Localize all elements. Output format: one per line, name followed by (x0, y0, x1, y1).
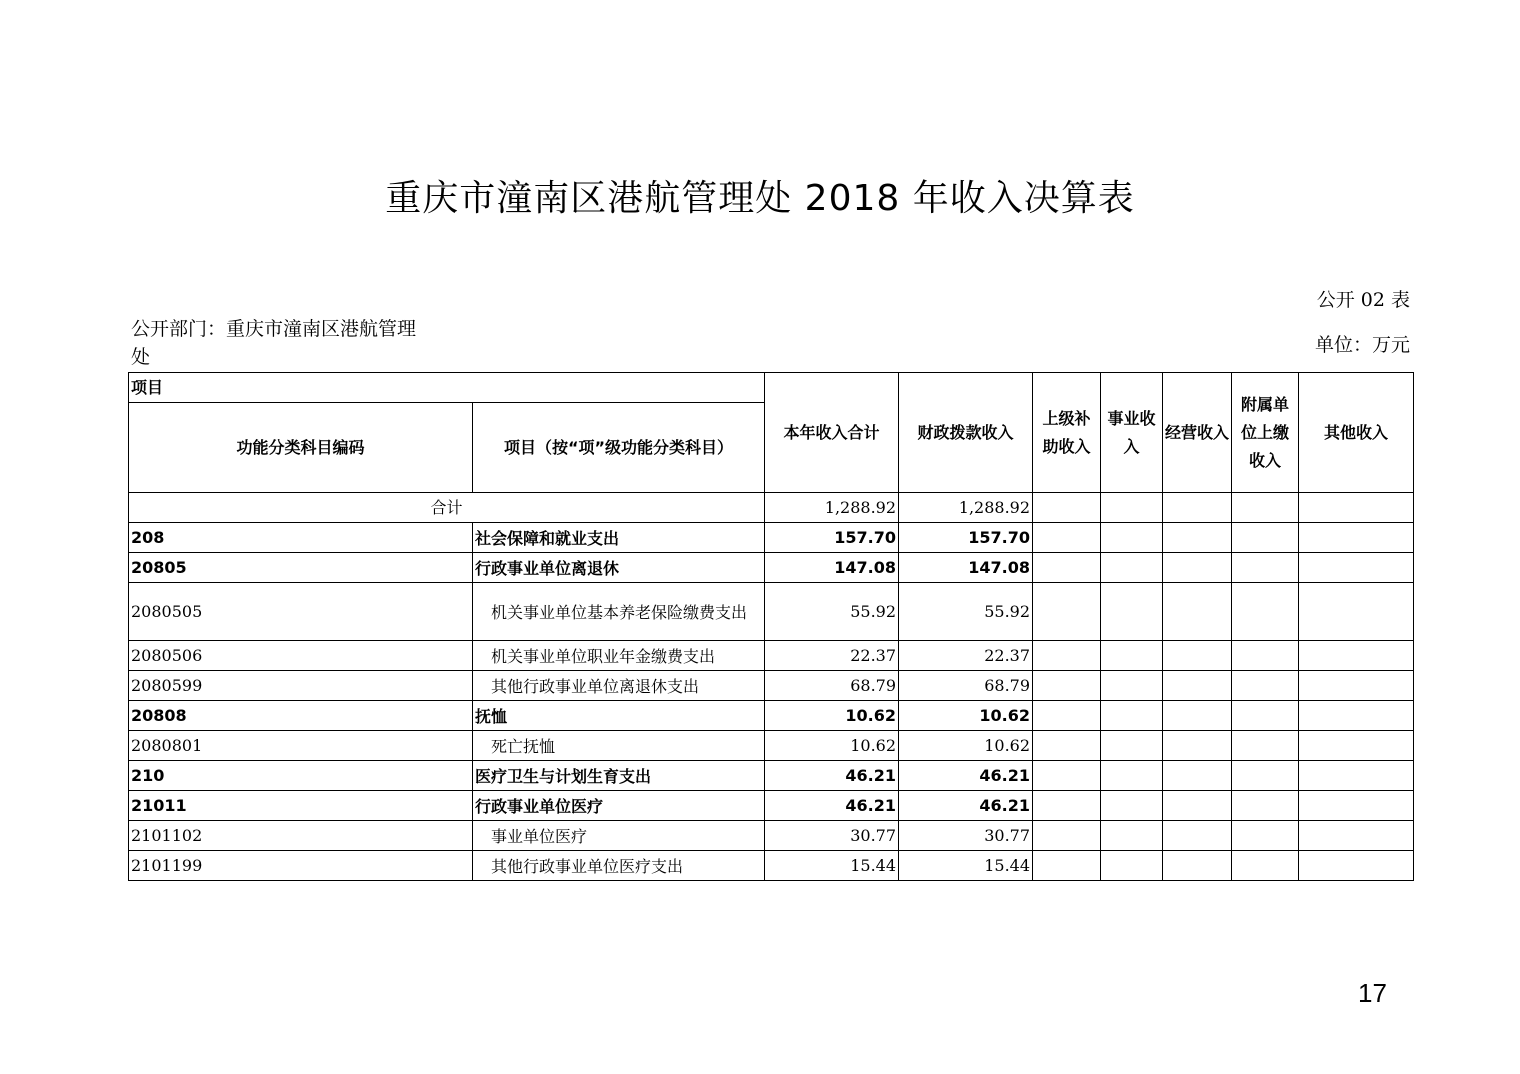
row-total: 46.21 (765, 761, 899, 791)
row-total: 147.08 (765, 553, 899, 583)
form-number: 公开 02 表 (1316, 289, 1410, 311)
row-name: 行政事业单位医疗 (473, 791, 765, 821)
empty-cell (1232, 641, 1299, 671)
row-total: 55.92 (765, 583, 899, 641)
empty-cell (1163, 671, 1232, 701)
empty-cell (1101, 493, 1163, 523)
row-fiscal: 22.37 (899, 641, 1033, 671)
row-code: 2101199 (129, 851, 473, 881)
row-total: 68.79 (765, 671, 899, 701)
table-row (129, 791, 1414, 821)
row-total: 15.44 (765, 851, 899, 881)
row-total: 46.21 (765, 791, 899, 821)
empty-cell (1033, 671, 1101, 701)
table-row (129, 701, 1414, 731)
empty-cell (1299, 761, 1414, 791)
table-row (129, 641, 1414, 671)
empty-cell (1163, 851, 1232, 881)
row-name: 社会保障和就业支出 (473, 523, 765, 553)
empty-cell (1163, 761, 1232, 791)
row-fiscal: 147.08 (899, 553, 1033, 583)
empty-cell (1232, 851, 1299, 881)
empty-cell (1033, 851, 1101, 881)
empty-cell (1163, 701, 1232, 731)
empty-cell (1101, 761, 1163, 791)
row-name: 事业单位医疗 (473, 821, 765, 851)
header-business: 事业收入 (1101, 373, 1163, 493)
empty-cell (1033, 523, 1101, 553)
document-title: 重庆市潼南区港航管理处 2018 年收入决算表 (385, 178, 1135, 219)
empty-cell (1299, 701, 1414, 731)
header-affiliate: 附属单位上缴收入 (1232, 373, 1299, 493)
row-total: 22.37 (765, 641, 899, 671)
empty-cell (1101, 583, 1163, 641)
row-fiscal: 46.21 (899, 761, 1033, 791)
empty-cell (1163, 523, 1232, 553)
row-name: 医疗卫生与计划生育支出 (473, 761, 765, 791)
empty-cell (1299, 821, 1414, 851)
page-number: 17 (1358, 978, 1387, 1008)
empty-cell (1232, 523, 1299, 553)
empty-cell (1232, 821, 1299, 851)
empty-cell (1033, 791, 1101, 821)
department-label: 公开部门：重庆市潼南区港航管理处 (131, 318, 417, 368)
row-fiscal: 55.92 (899, 583, 1033, 641)
table-row (129, 731, 1414, 761)
row-code: 210 (129, 761, 473, 791)
row-code: 2101102 (129, 821, 473, 851)
empty-cell (1163, 731, 1232, 761)
row-fiscal: 157.70 (899, 523, 1033, 553)
table-row (129, 583, 1414, 641)
row-code: 2080505 (129, 583, 473, 641)
row-code: 2080599 (129, 671, 473, 701)
header-other: 其他收入 (1299, 373, 1414, 493)
empty-cell (1101, 523, 1163, 553)
empty-cell (1101, 553, 1163, 583)
empty-cell (1033, 761, 1101, 791)
row-fiscal: 68.79 (899, 671, 1033, 701)
header-code: 功能分类科目编码 (129, 403, 473, 493)
empty-cell (1033, 821, 1101, 851)
empty-cell (1101, 851, 1163, 881)
empty-cell (1033, 583, 1101, 641)
header-superior: 上级补助收入 (1033, 373, 1101, 493)
empty-cell (1299, 523, 1414, 553)
empty-cell (1033, 731, 1101, 761)
table-row (129, 671, 1414, 701)
table-row (129, 553, 1414, 583)
row-name: 死亡抚恤 (473, 731, 765, 761)
empty-cell (1232, 583, 1299, 641)
row-total: 10.62 (765, 701, 899, 731)
table-row (129, 761, 1414, 791)
empty-cell (1163, 821, 1232, 851)
table-row (129, 523, 1414, 553)
row-total: 10.62 (765, 731, 899, 761)
empty-cell (1299, 731, 1414, 761)
row-name: 机关事业单位职业年金缴费支出 (473, 641, 765, 671)
row-code: 2080506 (129, 641, 473, 671)
empty-cell (1033, 493, 1101, 523)
header-total: 本年收入合计 (765, 373, 899, 493)
empty-cell (1299, 583, 1414, 641)
total-row (129, 493, 1414, 523)
income-table (128, 372, 1414, 881)
empty-cell (1232, 671, 1299, 701)
header-item-group: 项目 (129, 373, 765, 403)
header-fiscal: 财政拨款收入 (899, 373, 1033, 493)
row-fiscal: 15.44 (899, 851, 1033, 881)
empty-cell (1232, 761, 1299, 791)
header-name: 项目（按“项”级功能分类科目） (473, 403, 765, 493)
row-name: 行政事业单位离退休 (473, 553, 765, 583)
total-fiscal: 1,288.92 (899, 493, 1033, 523)
row-fiscal: 30.77 (899, 821, 1033, 851)
row-total: 157.70 (765, 523, 899, 553)
row-name: 其他行政事业单位离退休支出 (473, 671, 765, 701)
total-label: 合计 (129, 493, 765, 523)
row-total: 30.77 (765, 821, 899, 851)
empty-cell (1101, 671, 1163, 701)
empty-cell (1101, 641, 1163, 671)
row-name: 机关事业单位基本养老保险缴费支出 (473, 583, 765, 641)
empty-cell (1101, 821, 1163, 851)
row-code: 208 (129, 523, 473, 553)
empty-cell (1163, 493, 1232, 523)
empty-cell (1232, 701, 1299, 731)
unit-label: 单位：万元 (1314, 334, 1410, 356)
empty-cell (1101, 791, 1163, 821)
empty-cell (1299, 641, 1414, 671)
total-total: 1,288.92 (765, 493, 899, 523)
row-fiscal: 10.62 (899, 701, 1033, 731)
empty-cell (1163, 791, 1232, 821)
empty-cell (1163, 553, 1232, 583)
header-operating: 经营收入 (1163, 373, 1232, 493)
row-code: 2080801 (129, 731, 473, 761)
empty-cell (1101, 731, 1163, 761)
table-row (129, 851, 1414, 881)
empty-cell (1232, 731, 1299, 761)
row-name: 抚恤 (473, 701, 765, 731)
empty-cell (1163, 583, 1232, 641)
empty-cell (1232, 493, 1299, 523)
row-code: 21011 (129, 791, 473, 821)
empty-cell (1033, 641, 1101, 671)
empty-cell (1163, 641, 1232, 671)
empty-cell (1299, 791, 1414, 821)
row-fiscal: 46.21 (899, 791, 1033, 821)
empty-cell (1232, 791, 1299, 821)
empty-cell (1033, 553, 1101, 583)
row-code: 20805 (129, 553, 473, 583)
row-code: 20808 (129, 701, 473, 731)
empty-cell (1299, 671, 1414, 701)
empty-cell (1299, 851, 1414, 881)
empty-cell (1299, 493, 1414, 523)
empty-cell (1033, 701, 1101, 731)
row-name: 其他行政事业单位医疗支出 (473, 851, 765, 881)
empty-cell (1232, 553, 1299, 583)
empty-cell (1299, 553, 1414, 583)
row-fiscal: 10.62 (899, 731, 1033, 761)
table-row (129, 821, 1414, 851)
empty-cell (1101, 701, 1163, 731)
